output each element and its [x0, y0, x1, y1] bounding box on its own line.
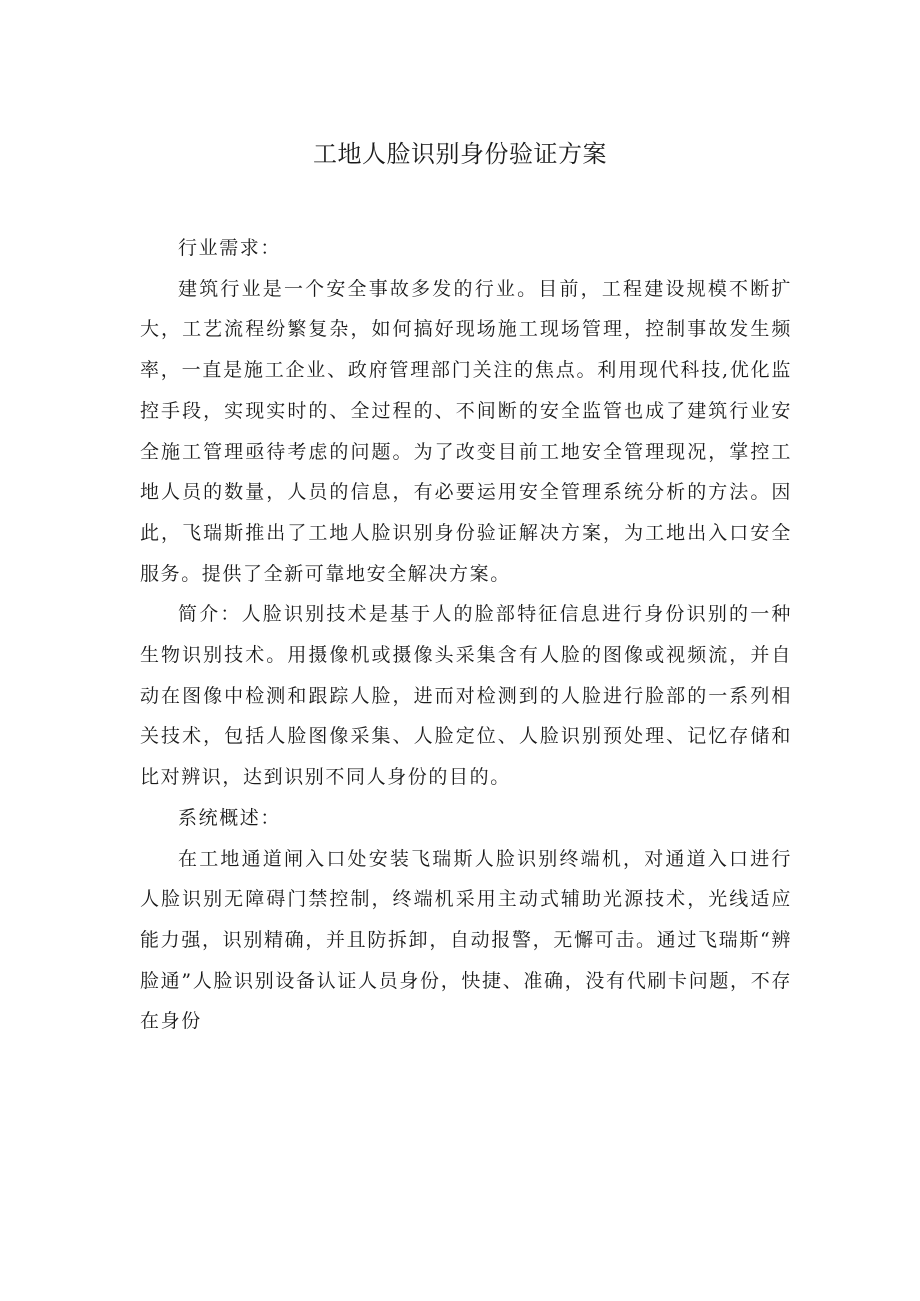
section-heading-industry-needs: 行业需求： — [178, 237, 282, 259]
paragraph-system-overview: 在工地通道闸入口处安装飞瑞斯人脸识别终端机，对通道入口进行人脸识别无障碍门禁控制，终端机采用主动式辅助光源技术，光线适应能力强，识别精确，并且防拆卸，自动报警，无懈可击。通过飞瑞斯“辨脸通”人脸识别设备认证人员身份，快捷、准确，没有代刷卡问题，不存在身份 — [140, 847, 792, 1033]
document-title: 工地人脸识别身份验证方案 — [313, 140, 607, 168]
document-body — [140, 228, 792, 1042]
paragraph-industry-needs: 建筑行业是一个安全事故多发的行业。目前，工程建设规模不断扩大，工艺流程纷繁复杂，如何搞好现场施工现场管理，控制事故发生频率，一直是施工企业、政府管理部门关注的焦点。利用现代科技,优化监控手段，实现实时的、全过程的、不间断的安全监管也成了建筑行业安全施工管理亟待考虑的问题。为了改变目前工地安全管理现况，掌控工地人员的数量，人员的信息，有必要运用安全管理系统分析的方法。因此，飞瑞斯推出了工地人脸识别身份验证解决方案，为工地出入口安全服务。提供了全新可靠地安全解决方案。 — [140, 277, 792, 585]
section-heading-system-overview: 系统概述： — [178, 806, 282, 829]
paragraph-introduction: 简介：人脸识别技术是基于人的脸部特征信息进行身份识别的一种生物识别技术。用摄像机或摄像头采集含有人脸的图像或视频流，并自动在图像中检测和跟踪人脸，进而对检测到的人脸进行脸部的一系列相关技术，包括人脸图像采集、人脸定位、人脸识别预处理、记忆存储和比对辨识，达到识别不同人身份的目的。 — [140, 603, 792, 789]
